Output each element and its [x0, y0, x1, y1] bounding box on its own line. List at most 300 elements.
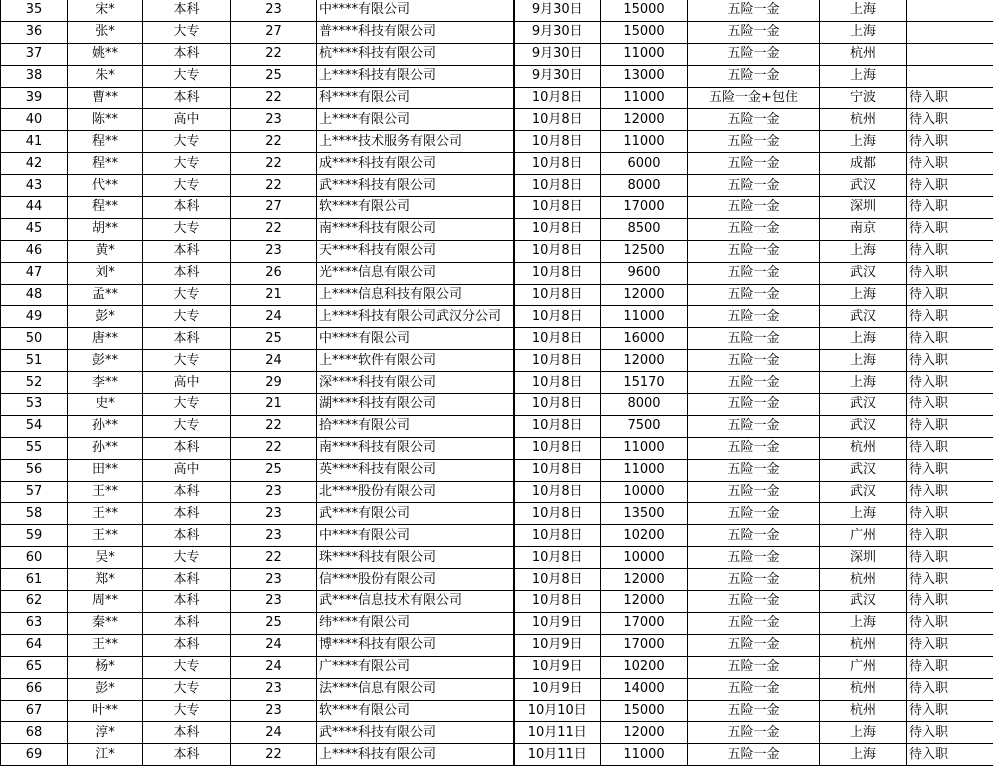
cell-status[interactable]: 待入职: [907, 153, 993, 175]
cell-row-number[interactable]: 35: [1, 0, 68, 21]
cell-age[interactable]: 22: [231, 175, 317, 197]
cell-benefits[interactable]: 五险一金: [688, 109, 820, 131]
cell-age[interactable]: 25: [231, 612, 317, 634]
cell-benefits[interactable]: 五险一金: [688, 284, 820, 306]
cell-benefits[interactable]: 五险一金: [688, 722, 820, 744]
cell-name[interactable]: 唐**: [68, 328, 143, 350]
cell-salary[interactable]: 11000: [601, 87, 688, 109]
cell-name[interactable]: 程**: [68, 131, 143, 153]
cell-salary[interactable]: 17000: [601, 634, 688, 656]
cell-name[interactable]: 张*: [68, 21, 143, 43]
cell-salary[interactable]: 10200: [601, 525, 688, 547]
cell-education[interactable]: 大专: [143, 284, 231, 306]
cell-name[interactable]: 叶**: [68, 700, 143, 722]
cell-city[interactable]: 杭州: [820, 634, 907, 656]
cell-date[interactable]: 10月8日: [514, 153, 601, 175]
cell-benefits[interactable]: 五险一金: [688, 0, 820, 21]
cell-city[interactable]: 武汉: [820, 394, 907, 416]
cell-city[interactable]: 深圳: [820, 547, 907, 569]
cell-age[interactable]: 22: [231, 415, 317, 437]
cell-age[interactable]: 23: [231, 240, 317, 262]
cell-education[interactable]: 大专: [143, 678, 231, 700]
cell-education[interactable]: 本科: [143, 262, 231, 284]
cell-age[interactable]: 23: [231, 678, 317, 700]
cell-age[interactable]: 24: [231, 350, 317, 372]
cell-education[interactable]: 本科: [143, 197, 231, 219]
cell-status[interactable]: 待入职: [907, 262, 993, 284]
cell-name[interactable]: 孟**: [68, 284, 143, 306]
cell-benefits[interactable]: 五险一金: [688, 569, 820, 591]
cell-city[interactable]: 武汉: [820, 459, 907, 481]
cell-date[interactable]: 10月8日: [514, 197, 601, 219]
cell-city[interactable]: 杭州: [820, 109, 907, 131]
cell-company[interactable]: 上****有限公司: [317, 109, 514, 131]
cell-status[interactable]: 待入职: [907, 372, 993, 394]
cell-status[interactable]: 待入职: [907, 218, 993, 240]
cell-age[interactable]: 29: [231, 372, 317, 394]
cell-age[interactable]: 24: [231, 306, 317, 328]
cell-benefits[interactable]: 五险一金+包住: [688, 87, 820, 109]
cell-row-number[interactable]: 49: [1, 306, 68, 328]
cell-status[interactable]: 待入职: [907, 175, 993, 197]
cell-salary[interactable]: 11000: [601, 43, 688, 65]
cell-city[interactable]: 杭州: [820, 43, 907, 65]
cell-age[interactable]: 22: [231, 87, 317, 109]
cell-name[interactable]: 吴*: [68, 547, 143, 569]
cell-row-number[interactable]: 44: [1, 197, 68, 219]
cell-date[interactable]: 10月8日: [514, 503, 601, 525]
cell-education[interactable]: 高中: [143, 459, 231, 481]
cell-salary[interactable]: 6000: [601, 153, 688, 175]
cell-education[interactable]: 本科: [143, 634, 231, 656]
cell-name[interactable]: 刘*: [68, 262, 143, 284]
cell-education[interactable]: 本科: [143, 525, 231, 547]
cell-benefits[interactable]: 五险一金: [688, 415, 820, 437]
cell-status[interactable]: 待入职: [907, 591, 993, 613]
cell-company[interactable]: 成****科技有限公司: [317, 153, 514, 175]
cell-education[interactable]: 本科: [143, 722, 231, 744]
cell-row-number[interactable]: 48: [1, 284, 68, 306]
cell-row-number[interactable]: 68: [1, 722, 68, 744]
cell-age[interactable]: 25: [231, 65, 317, 87]
cell-name[interactable]: 陈**: [68, 109, 143, 131]
cell-status[interactable]: 待入职: [907, 131, 993, 153]
cell-row-number[interactable]: 60: [1, 547, 68, 569]
cell-date[interactable]: 10月11日: [514, 744, 601, 766]
cell-name[interactable]: 王**: [68, 481, 143, 503]
cell-salary[interactable]: 8000: [601, 394, 688, 416]
cell-name[interactable]: 王**: [68, 634, 143, 656]
cell-age[interactable]: 25: [231, 328, 317, 350]
cell-city[interactable]: 成都: [820, 153, 907, 175]
cell-education[interactable]: 本科: [143, 569, 231, 591]
cell-benefits[interactable]: 五险一金: [688, 306, 820, 328]
cell-name[interactable]: 黄*: [68, 240, 143, 262]
cell-company[interactable]: 纬****有限公司: [317, 612, 514, 634]
cell-company[interactable]: 英****科技有限公司: [317, 459, 514, 481]
cell-age[interactable]: 22: [231, 43, 317, 65]
cell-city[interactable]: 广州: [820, 525, 907, 547]
cell-row-number[interactable]: 58: [1, 503, 68, 525]
cell-education[interactable]: 大专: [143, 350, 231, 372]
cell-row-number[interactable]: 65: [1, 656, 68, 678]
cell-benefits[interactable]: 五险一金: [688, 175, 820, 197]
cell-age[interactable]: 27: [231, 197, 317, 219]
cell-city[interactable]: 武汉: [820, 591, 907, 613]
cell-company[interactable]: 光****信息有限公司: [317, 262, 514, 284]
cell-company[interactable]: 上****信息科技有限公司: [317, 284, 514, 306]
cell-education[interactable]: 本科: [143, 612, 231, 634]
cell-date[interactable]: 10月8日: [514, 284, 601, 306]
cell-city[interactable]: 武汉: [820, 262, 907, 284]
cell-name[interactable]: 彭*: [68, 306, 143, 328]
cell-age[interactable]: 26: [231, 262, 317, 284]
cell-age[interactable]: 24: [231, 634, 317, 656]
cell-status[interactable]: 待入职: [907, 700, 993, 722]
cell-company[interactable]: 中****有限公司: [317, 0, 514, 21]
cell-company[interactable]: 上****软件有限公司: [317, 350, 514, 372]
cell-name[interactable]: 史*: [68, 394, 143, 416]
cell-city[interactable]: 上海: [820, 0, 907, 21]
cell-salary[interactable]: 12000: [601, 284, 688, 306]
cell-date[interactable]: 10月8日: [514, 415, 601, 437]
cell-education[interactable]: 本科: [143, 328, 231, 350]
cell-status[interactable]: 待入职: [907, 722, 993, 744]
cell-education[interactable]: 大专: [143, 218, 231, 240]
cell-salary[interactable]: 7500: [601, 415, 688, 437]
cell-row-number[interactable]: 40: [1, 109, 68, 131]
cell-company[interactable]: 上****技术服务有限公司: [317, 131, 514, 153]
cell-salary[interactable]: 8000: [601, 175, 688, 197]
cell-row-number[interactable]: 61: [1, 569, 68, 591]
cell-date[interactable]: 10月8日: [514, 459, 601, 481]
cell-city[interactable]: 杭州: [820, 437, 907, 459]
cell-status[interactable]: 待入职: [907, 328, 993, 350]
cell-row-number[interactable]: 55: [1, 437, 68, 459]
cell-row-number[interactable]: 63: [1, 612, 68, 634]
cell-age[interactable]: 23: [231, 525, 317, 547]
cell-name[interactable]: 周**: [68, 591, 143, 613]
cell-row-number[interactable]: 39: [1, 87, 68, 109]
cell-status[interactable]: 待入职: [907, 240, 993, 262]
cell-date[interactable]: 10月8日: [514, 394, 601, 416]
cell-row-number[interactable]: 42: [1, 153, 68, 175]
cell-status[interactable]: 待入职: [907, 459, 993, 481]
cell-age[interactable]: 23: [231, 503, 317, 525]
cell-name[interactable]: 李**: [68, 372, 143, 394]
cell-company[interactable]: 武****科技有限公司: [317, 722, 514, 744]
cell-education[interactable]: 大专: [143, 131, 231, 153]
cell-name[interactable]: 胡**: [68, 218, 143, 240]
cell-row-number[interactable]: 50: [1, 328, 68, 350]
cell-company[interactable]: 上****科技有限公司: [317, 744, 514, 766]
cell-city[interactable]: 武汉: [820, 481, 907, 503]
cell-name[interactable]: 王**: [68, 525, 143, 547]
cell-name[interactable]: 杨*: [68, 656, 143, 678]
cell-salary[interactable]: 11000: [601, 744, 688, 766]
cell-benefits[interactable]: 五险一金: [688, 131, 820, 153]
cell-row-number[interactable]: 56: [1, 459, 68, 481]
cell-age[interactable]: 23: [231, 700, 317, 722]
cell-name[interactable]: 孙**: [68, 415, 143, 437]
cell-salary[interactable]: 15170: [601, 372, 688, 394]
cell-date[interactable]: 10月8日: [514, 109, 601, 131]
cell-date[interactable]: 9月30日: [514, 43, 601, 65]
cell-city[interactable]: 上海: [820, 612, 907, 634]
cell-benefits[interactable]: 五险一金: [688, 503, 820, 525]
cell-name[interactable]: 郑*: [68, 569, 143, 591]
cell-city[interactable]: 上海: [820, 372, 907, 394]
cell-benefits[interactable]: 五险一金: [688, 197, 820, 219]
cell-company[interactable]: 软****有限公司: [317, 700, 514, 722]
cell-city[interactable]: 广州: [820, 656, 907, 678]
cell-salary[interactable]: 17000: [601, 197, 688, 219]
cell-salary[interactable]: 8500: [601, 218, 688, 240]
cell-age[interactable]: 25: [231, 459, 317, 481]
cell-education[interactable]: 大专: [143, 656, 231, 678]
cell-date[interactable]: 10月8日: [514, 306, 601, 328]
cell-row-number[interactable]: 46: [1, 240, 68, 262]
cell-row-number[interactable]: 47: [1, 262, 68, 284]
cell-company[interactable]: 天****科技有限公司: [317, 240, 514, 262]
cell-salary[interactable]: 11000: [601, 459, 688, 481]
cell-row-number[interactable]: 38: [1, 65, 68, 87]
cell-name[interactable]: 朱*: [68, 65, 143, 87]
cell-company[interactable]: 博****科技有限公司: [317, 634, 514, 656]
cell-date[interactable]: 10月8日: [514, 350, 601, 372]
cell-company[interactable]: 软****有限公司: [317, 197, 514, 219]
cell-date[interactable]: 10月9日: [514, 678, 601, 700]
cell-education[interactable]: 大专: [143, 65, 231, 87]
cell-date[interactable]: 10月8日: [514, 481, 601, 503]
cell-age[interactable]: 23: [231, 109, 317, 131]
cell-status[interactable]: 待入职: [907, 284, 993, 306]
cell-salary[interactable]: 11000: [601, 131, 688, 153]
cell-row-number[interactable]: 37: [1, 43, 68, 65]
cell-education[interactable]: 大专: [143, 700, 231, 722]
cell-city[interactable]: 深圳: [820, 197, 907, 219]
cell-benefits[interactable]: 五险一金: [688, 744, 820, 766]
cell-education[interactable]: 本科: [143, 503, 231, 525]
cell-salary[interactable]: 12000: [601, 569, 688, 591]
cell-date[interactable]: 10月8日: [514, 240, 601, 262]
cell-company[interactable]: 武****信息技术有限公司: [317, 591, 514, 613]
cell-row-number[interactable]: 43: [1, 175, 68, 197]
cell-benefits[interactable]: 五险一金: [688, 525, 820, 547]
cell-city[interactable]: 上海: [820, 503, 907, 525]
cell-row-number[interactable]: 59: [1, 525, 68, 547]
cell-city[interactable]: 上海: [820, 21, 907, 43]
cell-salary[interactable]: 12000: [601, 109, 688, 131]
cell-status[interactable]: [907, 43, 993, 65]
cell-status[interactable]: 待入职: [907, 612, 993, 634]
cell-date[interactable]: 9月30日: [514, 65, 601, 87]
cell-status[interactable]: 待入职: [907, 394, 993, 416]
cell-name[interactable]: 姚**: [68, 43, 143, 65]
cell-age[interactable]: 23: [231, 481, 317, 503]
cell-benefits[interactable]: 五险一金: [688, 262, 820, 284]
cell-city[interactable]: 杭州: [820, 700, 907, 722]
cell-status[interactable]: [907, 65, 993, 87]
cell-row-number[interactable]: 62: [1, 591, 68, 613]
cell-city[interactable]: 上海: [820, 240, 907, 262]
cell-salary[interactable]: 14000: [601, 678, 688, 700]
cell-benefits[interactable]: 五险一金: [688, 437, 820, 459]
cell-city[interactable]: 武汉: [820, 175, 907, 197]
cell-benefits[interactable]: 五险一金: [688, 328, 820, 350]
cell-status[interactable]: 待入职: [907, 87, 993, 109]
cell-status[interactable]: 待入职: [907, 569, 993, 591]
cell-salary[interactable]: 12500: [601, 240, 688, 262]
cell-city[interactable]: 上海: [820, 284, 907, 306]
cell-date[interactable]: 10月8日: [514, 218, 601, 240]
cell-education[interactable]: 高中: [143, 372, 231, 394]
cell-date[interactable]: 10月8日: [514, 525, 601, 547]
cell-salary[interactable]: 15000: [601, 700, 688, 722]
cell-education[interactable]: 本科: [143, 43, 231, 65]
cell-name[interactable]: 彭**: [68, 350, 143, 372]
cell-company[interactable]: 拾****有限公司: [317, 415, 514, 437]
cell-company[interactable]: 上****科技有限公司: [317, 65, 514, 87]
cell-date[interactable]: 10月8日: [514, 87, 601, 109]
cell-status[interactable]: 待入职: [907, 350, 993, 372]
cell-name[interactable]: 宋*: [68, 0, 143, 21]
cell-date[interactable]: 9月30日: [514, 0, 601, 21]
cell-salary[interactable]: 10200: [601, 656, 688, 678]
cell-age[interactable]: 23: [231, 0, 317, 21]
cell-benefits[interactable]: 五险一金: [688, 634, 820, 656]
cell-age[interactable]: 22: [231, 744, 317, 766]
cell-row-number[interactable]: 67: [1, 700, 68, 722]
cell-salary[interactable]: 15000: [601, 0, 688, 21]
cell-city[interactable]: 上海: [820, 65, 907, 87]
cell-salary[interactable]: 12000: [601, 591, 688, 613]
cell-row-number[interactable]: 53: [1, 394, 68, 416]
cell-age[interactable]: 22: [231, 547, 317, 569]
cell-benefits[interactable]: 五险一金: [688, 678, 820, 700]
cell-city[interactable]: 武汉: [820, 306, 907, 328]
cell-name[interactable]: 彭*: [68, 678, 143, 700]
cell-benefits[interactable]: 五险一金: [688, 656, 820, 678]
cell-date[interactable]: 10月9日: [514, 634, 601, 656]
cell-row-number[interactable]: 51: [1, 350, 68, 372]
cell-status[interactable]: 待入职: [907, 547, 993, 569]
cell-status[interactable]: [907, 0, 993, 21]
cell-status[interactable]: 待入职: [907, 656, 993, 678]
cell-city[interactable]: 上海: [820, 131, 907, 153]
cell-age[interactable]: 24: [231, 656, 317, 678]
cell-date[interactable]: 10月8日: [514, 372, 601, 394]
cell-benefits[interactable]: 五险一金: [688, 240, 820, 262]
cell-date[interactable]: 10月8日: [514, 175, 601, 197]
cell-education[interactable]: 大专: [143, 21, 231, 43]
cell-city[interactable]: 杭州: [820, 569, 907, 591]
cell-city[interactable]: 杭州: [820, 678, 907, 700]
cell-education[interactable]: 大专: [143, 175, 231, 197]
cell-benefits[interactable]: 五险一金: [688, 547, 820, 569]
cell-age[interactable]: 22: [231, 153, 317, 175]
cell-age[interactable]: 24: [231, 722, 317, 744]
cell-benefits[interactable]: 五险一金: [688, 350, 820, 372]
cell-company[interactable]: 深****科技有限公司: [317, 372, 514, 394]
cell-benefits[interactable]: 五险一金: [688, 218, 820, 240]
cell-status[interactable]: 待入职: [907, 481, 993, 503]
cell-date[interactable]: 10月8日: [514, 591, 601, 613]
cell-name[interactable]: 淳*: [68, 722, 143, 744]
cell-date[interactable]: 10月10日: [514, 700, 601, 722]
cell-status[interactable]: 待入职: [907, 503, 993, 525]
cell-education[interactable]: 本科: [143, 744, 231, 766]
cell-salary[interactable]: 13000: [601, 65, 688, 87]
cell-company[interactable]: 中****有限公司: [317, 525, 514, 547]
cell-benefits[interactable]: 五险一金: [688, 21, 820, 43]
cell-name[interactable]: 田**: [68, 459, 143, 481]
cell-date[interactable]: 10月9日: [514, 612, 601, 634]
cell-city[interactable]: 上海: [820, 722, 907, 744]
cell-education[interactable]: 大专: [143, 415, 231, 437]
cell-education[interactable]: 高中: [143, 109, 231, 131]
cell-date[interactable]: 9月30日: [514, 21, 601, 43]
cell-company[interactable]: 南****科技有限公司: [317, 218, 514, 240]
cell-status[interactable]: 待入职: [907, 415, 993, 437]
cell-benefits[interactable]: 五险一金: [688, 481, 820, 503]
cell-education[interactable]: 大专: [143, 394, 231, 416]
cell-company[interactable]: 珠****科技有限公司: [317, 547, 514, 569]
cell-name[interactable]: 江*: [68, 744, 143, 766]
cell-city[interactable]: 南京: [820, 218, 907, 240]
cell-age[interactable]: 23: [231, 591, 317, 613]
cell-company[interactable]: 杭****科技有限公司: [317, 43, 514, 65]
cell-company[interactable]: 法****信息有限公司: [317, 678, 514, 700]
cell-salary[interactable]: 12000: [601, 350, 688, 372]
cell-education[interactable]: 本科: [143, 240, 231, 262]
cell-age[interactable]: 22: [231, 218, 317, 240]
cell-city[interactable]: 宁波: [820, 87, 907, 109]
cell-row-number[interactable]: 66: [1, 678, 68, 700]
cell-status[interactable]: 待入职: [907, 525, 993, 547]
cell-company[interactable]: 广****有限公司: [317, 656, 514, 678]
cell-date[interactable]: 10月8日: [514, 547, 601, 569]
cell-age[interactable]: 23: [231, 569, 317, 591]
cell-name[interactable]: 孙**: [68, 437, 143, 459]
cell-benefits[interactable]: 五险一金: [688, 591, 820, 613]
cell-company[interactable]: 北****股份有限公司: [317, 481, 514, 503]
cell-row-number[interactable]: 54: [1, 415, 68, 437]
cell-date[interactable]: 10月8日: [514, 437, 601, 459]
cell-name[interactable]: 曹**: [68, 87, 143, 109]
cell-date[interactable]: 10月9日: [514, 656, 601, 678]
cell-age[interactable]: 22: [231, 131, 317, 153]
cell-company[interactable]: 湖****科技有限公司: [317, 394, 514, 416]
cell-date[interactable]: 10月8日: [514, 262, 601, 284]
cell-row-number[interactable]: 36: [1, 21, 68, 43]
cell-status[interactable]: 待入职: [907, 678, 993, 700]
cell-status[interactable]: 待入职: [907, 634, 993, 656]
cell-salary[interactable]: 12000: [601, 722, 688, 744]
cell-status[interactable]: 待入职: [907, 306, 993, 328]
cell-company[interactable]: 上****科技有限公司武汉分公司: [317, 306, 514, 328]
cell-education[interactable]: 本科: [143, 481, 231, 503]
cell-salary[interactable]: 11000: [601, 437, 688, 459]
cell-company[interactable]: 科****有限公司: [317, 87, 514, 109]
cell-age[interactable]: 22: [231, 437, 317, 459]
cell-company[interactable]: 普****科技有限公司: [317, 21, 514, 43]
cell-salary[interactable]: 9600: [601, 262, 688, 284]
cell-salary[interactable]: 10000: [601, 547, 688, 569]
cell-city[interactable]: 上海: [820, 744, 907, 766]
cell-company[interactable]: 中****有限公司: [317, 328, 514, 350]
cell-age[interactable]: 27: [231, 21, 317, 43]
